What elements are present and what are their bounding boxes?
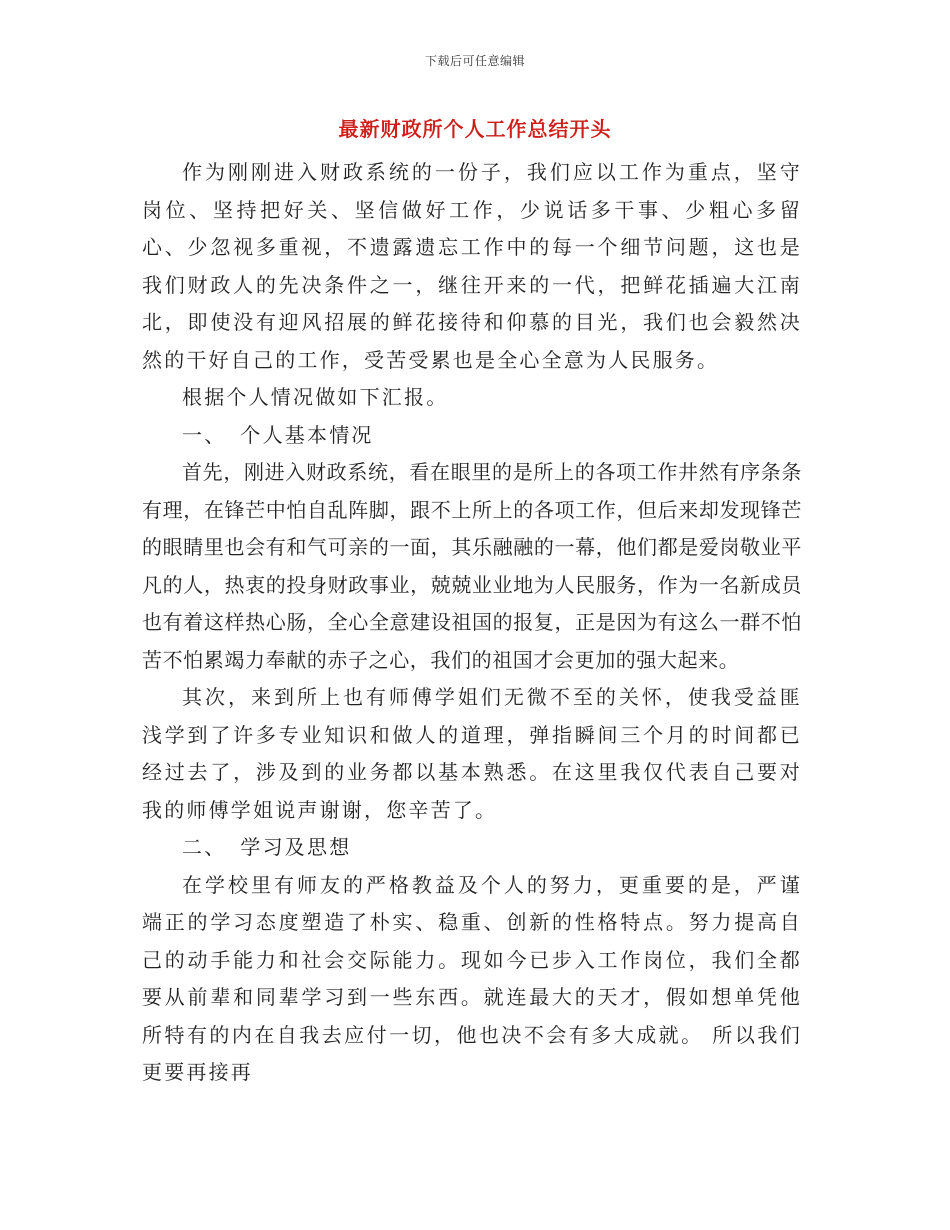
paragraph-first: 首先，刚进入财政系统，看在眼里的是所上的各项工作井然有序条条有理，在锋芒中怕自乱阵脚，跟不上所上的各项工作，但后来却发现锋芒的眼睛里也会有和气可亲的一面，其乐融融的一幕，他们都是爱岗敬业平凡的人，热衷的投身财政事业，兢兢业业地为人民服务，作为一名新成员也有着这样热心肠，全心全意建设祖国的报复，正是因为有这么一群不怕苦不怕累竭力奉献的赤子之心，我们的祖国才会更加的强大起来。 — [142, 460, 802, 672]
section-title-1: 个人基本情况 — [240, 422, 374, 447]
section-number-1: 一、 — [182, 422, 227, 447]
paragraph-second: 其次，来到所上也有师傅学姐们无微不至的关怀，使我受益匪浅学到了许多专业知识和做人的道理，弹指瞬间三个月的时间都已经过去了，涉及到的业务都以基本熟悉。在这里我仅代表自己要对我的师傅学姐说声谢谢，您辛苦了。 — [142, 685, 802, 822]
paragraph-intro: 作为刚刚进入财政系统的一份子，我们应以工作为重点，坚守岗位、坚持把好关、坚信做好工作，少说话多干事、少粗心多留心、少忽视多重视，不遗露遗忘工作中的每一个细节问题，这也是我们财政人的先决条件之一，继往开来的一代，把鲜花插遍大江南北，即使没有迎风招展的鲜花接待和仰慕的目光，我们也会毅然决然的干好自己的工作，受苦受累也是全心全意为人民服务。 — [142, 160, 802, 372]
section-number-2: 二、 — [182, 835, 227, 859]
document-title: 最新财政所个人工作总结开头 — [338, 117, 612, 141]
section-heading-1 — [142, 417, 802, 455]
section-heading-2 — [142, 829, 802, 867]
paragraph-study: 在学校里有师友的严格教益及个人的努力，更重要的是，严谨端正的学习态度塑造了朴实、稳重、创新的性格特点。努力提高自己的动手能力和社会交际能力。现如今已步入工作岗位，我们全都要从前辈和同辈学习到一些东西。就连最大的天才，假如想单凭他所特有的内在自我去应付一切，他也决不会有多大成就。 所以我们更要再接再 — [142, 872, 802, 1084]
paragraph-report: 根据个人情况做如下汇报。 — [182, 385, 449, 409]
section-title-2: 学习及思想 — [240, 835, 352, 859]
document-body — [142, 154, 802, 1092]
header-note: 下载后可任意编辑 — [424, 54, 525, 68]
